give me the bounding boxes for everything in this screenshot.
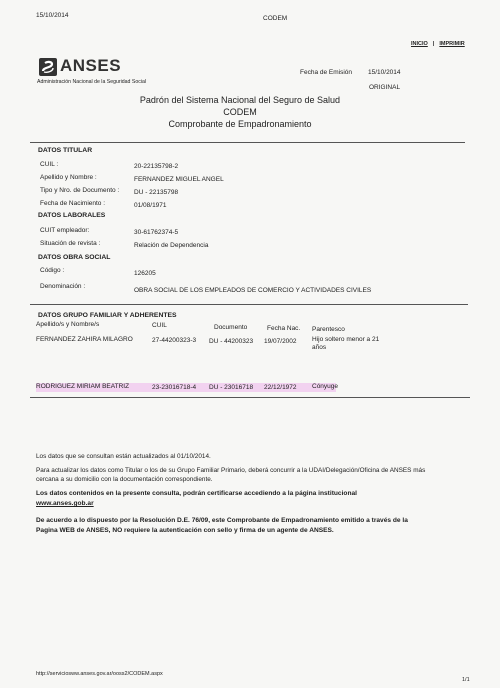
document-code: CODEM — [223, 107, 257, 117]
cuit-value: 30-61762374-5 — [134, 229, 179, 236]
print-date: 15/10/2014 — [36, 12, 69, 19]
section-titular: DATOS TITULAR — [38, 147, 93, 154]
cuit-label: CUIT empleador: — [40, 227, 90, 234]
inicio-link[interactable]: INICIO — [411, 41, 428, 47]
documento-label: Tipo y Nro. de Documento : — [40, 187, 120, 194]
instructions-line2: cercana a su domicilio con la documentación correspondiente. — [36, 476, 213, 483]
emission-date: 15/10/2014 — [368, 69, 401, 76]
page-number: 1/1 — [462, 677, 470, 683]
nombre-label: Apellido y Nombre : — [40, 174, 97, 181]
col-cuil: CUIL — [152, 322, 167, 329]
denominacion-label: Denominación : — [40, 283, 86, 290]
link-separator: | — [432, 41, 435, 47]
anses-website-link[interactable]: www.anses.gob.ar — [36, 500, 94, 507]
table-row-2-fecha: 22/12/1972 — [264, 384, 297, 391]
logo-text: ANSES — [60, 56, 122, 75]
instructions-line1: Para actualizar los datos como Titular o los de su Grupo Familiar Primario, deberá concurrir a la UDAI/Delegación/Oficina de ANSES más — [36, 467, 426, 474]
document-title: Padrón del Sistema Nacional del Seguro de Salud — [139, 95, 341, 105]
codigo-value: 126205 — [134, 270, 156, 277]
table-row-2-parentesco: Cónyuge — [312, 383, 339, 390]
cuil-label: CUIL : — [40, 161, 59, 168]
table-row-1-cuil: 27-44200323-3 — [152, 337, 197, 344]
revista-label: Situación de revista : — [40, 240, 101, 247]
table-row-1-fecha: 19/07/2002 — [264, 338, 297, 345]
resolution-line1: De acuerdo a lo dispuesto por la Resolución D.E. 76/09, este Comprobante de Empadronamiento emitido a través de la — [36, 517, 408, 524]
page-url: http://serviciosww.anses.gov.ar/ooss2/CODEM.aspx — [36, 671, 163, 677]
section-laborales: DATOS LABORALES — [38, 212, 106, 219]
table-row-1-parentesco: Hijo soltero menor a 21 — [312, 336, 380, 343]
table-row-1-parentesco-cont: años — [312, 344, 327, 351]
resolution-line2: Pagina WEB de ANSES, NO requiere la autenticación con sello y firma de un agente de ANSES. — [36, 527, 334, 534]
table-row-1-doc: DU - 44200323 — [209, 338, 254, 345]
section-obra-social: DATOS OBRA SOCIAL — [38, 254, 111, 261]
divider — [30, 397, 470, 398]
document-subtitle: Comprobante de Empadronamiento — [168, 119, 312, 129]
revista-value: Relación de Dependencia — [134, 242, 209, 249]
divider — [30, 304, 468, 305]
table-row-1-nombre: FERNANDEZ ZAHIRA MILAGRO — [36, 336, 133, 343]
nacimiento-label: Fecha de Nacimiento : — [40, 200, 106, 207]
update-note: Los datos que se consultan están actualizados al 01/10/2014. — [36, 453, 211, 460]
denominacion-value: OBRA SOCIAL DE LOS EMPLEADOS DE COMERCIO Y ACTIVIDADES CIVILES — [134, 287, 372, 294]
codigo-label: Código : — [40, 267, 65, 274]
col-parentesco: Parentesco — [312, 326, 345, 333]
cuil-value: 20-22135798-2 — [134, 163, 179, 170]
divider — [30, 142, 465, 143]
anses-logo — [39, 56, 143, 78]
col-fecha: Fecha Nac. — [267, 325, 301, 332]
agency-name: Administración Nacional de la Seguridad Social — [37, 79, 146, 85]
anses-logo-icon — [39, 58, 57, 76]
imprimir-link[interactable]: IMPRIMIR — [439, 41, 465, 47]
emission-label: Fecha de Emisión — [300, 69, 353, 76]
copy-type: ORIGINAL — [369, 84, 401, 91]
top-links — [411, 41, 465, 47]
window-title: CODEM — [263, 15, 288, 22]
table-row-2-nombre: RODRIGUEZ MIRIAM BEATRIZ — [36, 383, 130, 390]
nombre-value: FERNANDEZ MIGUEL ANGEL — [134, 176, 224, 183]
col-nombre: Apellido/s y Nombre/s — [36, 321, 100, 328]
documento-value: DU - 22135798 — [134, 189, 179, 196]
section-familiar: DATOS GRUPO FAMILIAR Y ADHERENTES — [38, 312, 177, 319]
table-row-2-doc: DU - 23016718 — [209, 384, 254, 391]
col-documento: Documento — [214, 324, 248, 331]
nacimiento-value: 01/08/1971 — [134, 202, 167, 209]
certify-line1: Los datos contenidos en la presente consulta, podrán certificarse accediendo a la página institucional — [36, 490, 357, 497]
table-row-2-cuil: 23-23016718-4 — [152, 384, 197, 391]
